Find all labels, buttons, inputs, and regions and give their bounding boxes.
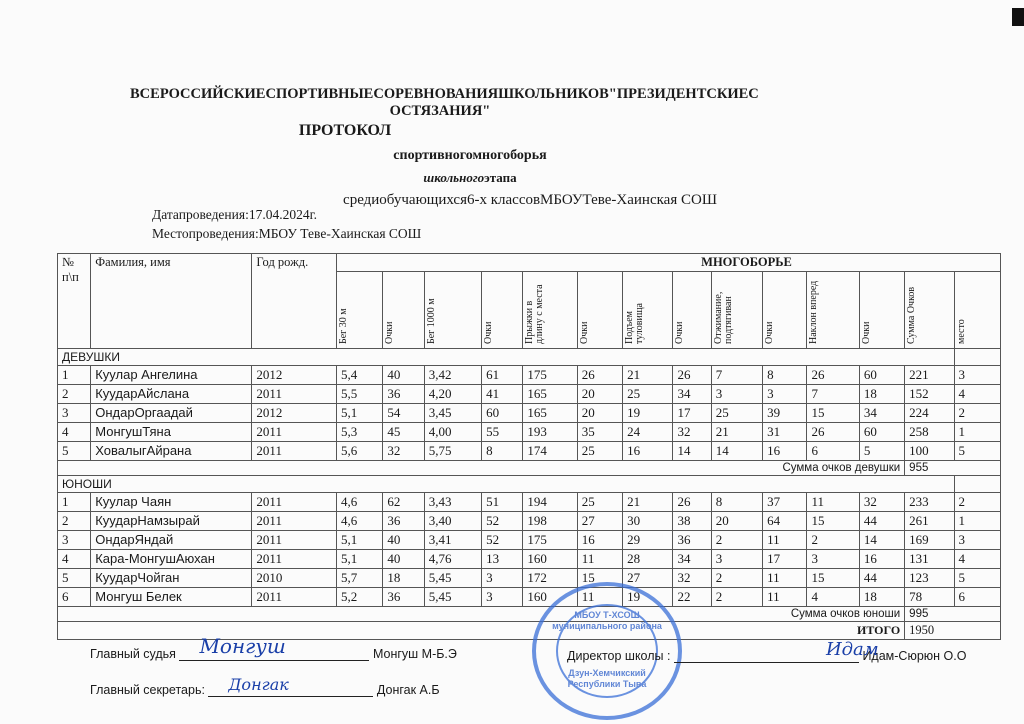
cell-value: 1 bbox=[954, 512, 1000, 531]
cell-value: 28 bbox=[623, 550, 673, 569]
cell-value: 27 bbox=[623, 569, 673, 588]
cell-value: 27 bbox=[577, 512, 622, 531]
cell-value: 17 bbox=[673, 404, 711, 423]
cell-value: 6 bbox=[807, 442, 859, 461]
cell-value: 25 bbox=[623, 385, 673, 404]
cell-value: 25 bbox=[711, 404, 762, 423]
cell-value: 54 bbox=[383, 404, 424, 423]
cell-value: 11 bbox=[577, 588, 622, 607]
cell-value: 60 bbox=[859, 366, 904, 385]
cell-value: 62 bbox=[383, 493, 424, 512]
cell-value: 64 bbox=[763, 512, 807, 531]
cell-value: 34 bbox=[673, 385, 711, 404]
cell-value: 233 bbox=[905, 493, 954, 512]
cell-value: 21 bbox=[623, 366, 673, 385]
table-row bbox=[58, 404, 1001, 423]
cell-value: 175 bbox=[523, 366, 577, 385]
boys-sum-row-value: 995 bbox=[905, 607, 1001, 622]
boys-sum-row bbox=[58, 607, 1001, 622]
cell-value: 5,1 bbox=[337, 404, 383, 423]
header-name: Фамилия, имя bbox=[91, 254, 252, 349]
cell-number: 1 bbox=[58, 366, 91, 385]
cell-number: 3 bbox=[58, 404, 91, 423]
secretary-signature: Донгак bbox=[228, 675, 289, 694]
judge-line bbox=[90, 634, 457, 661]
cell-value: 3 bbox=[482, 588, 523, 607]
girls-sum-row bbox=[58, 461, 1001, 476]
cell-value: 8 bbox=[482, 442, 523, 461]
cell-value: 4,76 bbox=[424, 550, 481, 569]
cell-value: 5,2 bbox=[337, 588, 383, 607]
cell-value: 24 bbox=[623, 423, 673, 442]
table-row bbox=[58, 550, 1001, 569]
grand-total-row-value: 1950 bbox=[905, 622, 1001, 640]
cell-name: ОндарЯндай bbox=[91, 531, 252, 550]
cell-value: 34 bbox=[859, 404, 904, 423]
cell-value: 36 bbox=[383, 385, 424, 404]
section-boys bbox=[58, 476, 1001, 493]
cell-value: 16 bbox=[763, 442, 807, 461]
cell-value: 3 bbox=[954, 366, 1000, 385]
cell-value: 3 bbox=[711, 550, 762, 569]
cell-value: 14 bbox=[711, 442, 762, 461]
girls-sum-row-value: 955 bbox=[905, 461, 1001, 476]
table-row bbox=[58, 569, 1001, 588]
competition-title-line-2: ОСТЯЗАНИЯ" bbox=[389, 103, 491, 119]
cell-value: 60 bbox=[859, 423, 904, 442]
header-sub-column bbox=[905, 272, 954, 349]
cell-value: 31 bbox=[763, 423, 807, 442]
cell-name: КуударЧойган bbox=[91, 569, 252, 588]
director-signature-line bbox=[674, 639, 879, 663]
table-row bbox=[58, 588, 1001, 607]
section-boys-blank bbox=[954, 476, 1000, 493]
cell-value: 2 bbox=[954, 493, 1000, 512]
secretary-signature-line bbox=[208, 675, 373, 697]
cell-value: 39 bbox=[763, 404, 807, 423]
cell-value: 175 bbox=[523, 531, 577, 550]
competition-title-line-1: ВСЕРОССИЙСКИЕСПОРТИВНЫЕСОРЕВНОВАНИЯШКОЛЬНИКОВ"ПРЕЗИДЕНТСКИЕС bbox=[130, 86, 759, 102]
cell-value: 25 bbox=[577, 493, 622, 512]
cell-value: 6 bbox=[954, 588, 1000, 607]
results-table bbox=[57, 253, 1001, 640]
cell-value: 32 bbox=[383, 442, 424, 461]
cell-value: 18 bbox=[859, 385, 904, 404]
cell-value: 2 bbox=[711, 588, 762, 607]
cell-value: 198 bbox=[523, 512, 577, 531]
cell-value: 8 bbox=[711, 493, 762, 512]
cell-number: 2 bbox=[58, 512, 91, 531]
cell-value: 30 bbox=[623, 512, 673, 531]
cell-name: Монгуш Белек bbox=[91, 588, 252, 607]
header-sub-column bbox=[383, 272, 424, 349]
cell-number: 6 bbox=[58, 588, 91, 607]
cell-value: 160 bbox=[523, 588, 577, 607]
cell-value: 4,00 bbox=[424, 423, 481, 442]
cell-value: 25 bbox=[577, 442, 622, 461]
secretary-name: Донгак А.Б bbox=[376, 683, 440, 697]
cell-value: 2 bbox=[807, 531, 859, 550]
cell-value: 193 bbox=[523, 423, 577, 442]
header-year: Год рожд. bbox=[252, 254, 337, 349]
cell-value: 169 bbox=[905, 531, 954, 550]
cell-value: 40 bbox=[383, 531, 424, 550]
cell-value: 8 bbox=[763, 366, 807, 385]
cell-value: 51 bbox=[482, 493, 523, 512]
cell-year: 2012 bbox=[252, 366, 337, 385]
header-sub-label: место bbox=[955, 319, 967, 344]
cell-name: Куулар Чаян bbox=[91, 493, 252, 512]
cell-value: 5,1 bbox=[337, 531, 383, 550]
header-sub-label: Отжимание, подтягиван bbox=[712, 291, 734, 344]
cell-value: 11 bbox=[763, 531, 807, 550]
cell-value: 2 bbox=[711, 531, 762, 550]
section-girls bbox=[58, 349, 1001, 366]
stamp-text: Республики Тыва bbox=[567, 679, 647, 689]
header-group: МНОГОБОРЬЕ bbox=[337, 254, 1001, 272]
cell-value: 7 bbox=[711, 366, 762, 385]
cell-value: 160 bbox=[523, 550, 577, 569]
cell-name: ХовалыгАйрана bbox=[91, 442, 252, 461]
cell-value: 41 bbox=[482, 385, 523, 404]
cell-value: 4 bbox=[954, 385, 1000, 404]
cell-year: 2011 bbox=[252, 512, 337, 531]
cell-value: 172 bbox=[523, 569, 577, 588]
cell-value: 13 bbox=[482, 550, 523, 569]
header-sub-label: Очки bbox=[764, 321, 776, 344]
director-label: Директор школы : bbox=[567, 649, 671, 663]
cell-value: 15 bbox=[807, 404, 859, 423]
header-sub-label: Подъем туловища bbox=[624, 302, 646, 344]
cell-name: КуударНамзырай bbox=[91, 512, 252, 531]
cell-value: 45 bbox=[383, 423, 424, 442]
cell-value: 26 bbox=[577, 366, 622, 385]
cell-value: 131 bbox=[905, 550, 954, 569]
cell-name: ОндарОргаадай bbox=[91, 404, 252, 423]
cell-value: 2 bbox=[711, 569, 762, 588]
cell-value: 5,4 bbox=[337, 366, 383, 385]
cell-value: 3,41 bbox=[424, 531, 481, 550]
judge-label: Главный судья bbox=[90, 647, 176, 661]
cell-value: 3 bbox=[954, 531, 1000, 550]
table-row bbox=[58, 493, 1001, 512]
cell-value: 5,6 bbox=[337, 442, 383, 461]
stage-italic: школьного bbox=[423, 170, 485, 185]
cell-value: 3,43 bbox=[424, 493, 481, 512]
cell-value: 1 bbox=[954, 423, 1000, 442]
cell-value: 40 bbox=[383, 550, 424, 569]
director-signature: Идам bbox=[825, 639, 879, 660]
cell-value: 21 bbox=[623, 493, 673, 512]
cell-value: 165 bbox=[523, 404, 577, 423]
cell-value: 36 bbox=[673, 531, 711, 550]
cell-value: 174 bbox=[523, 442, 577, 461]
girls-sum-row-label: Сумма очков девушки bbox=[58, 461, 905, 476]
cell-value: 14 bbox=[859, 531, 904, 550]
cell-value: 5,5 bbox=[337, 385, 383, 404]
header-sub-column bbox=[523, 272, 577, 349]
header-sub-column bbox=[763, 272, 807, 349]
cell-year: 2011 bbox=[252, 550, 337, 569]
section-girls-label: ДЕВУШКИ bbox=[58, 349, 955, 366]
header-sub-label: Наклон вперед bbox=[808, 280, 820, 344]
cell-year: 2010 bbox=[252, 569, 337, 588]
stamp-text: МБОУ Т-ХСОШ bbox=[574, 610, 640, 620]
cell-value: 3,42 bbox=[424, 366, 481, 385]
cell-value: 5,7 bbox=[337, 569, 383, 588]
judge-signature: Монгуш bbox=[199, 634, 286, 658]
header-sub-label: Очки bbox=[578, 321, 590, 344]
cell-year: 2012 bbox=[252, 404, 337, 423]
cell-year: 2011 bbox=[252, 385, 337, 404]
cell-value: 4,6 bbox=[337, 493, 383, 512]
cell-value: 44 bbox=[859, 512, 904, 531]
header-number: № п\п bbox=[58, 254, 91, 349]
cell-value: 36 bbox=[383, 588, 424, 607]
cell-value: 165 bbox=[523, 385, 577, 404]
cell-value: 60 bbox=[482, 404, 523, 423]
cell-value: 11 bbox=[577, 550, 622, 569]
header-sub-column bbox=[859, 272, 904, 349]
cell-value: 18 bbox=[383, 569, 424, 588]
sport-subtitle: спортивногомногоборья bbox=[393, 148, 547, 163]
table-row bbox=[58, 423, 1001, 442]
cell-value: 14 bbox=[673, 442, 711, 461]
cell-name: Куулар Ангелина bbox=[91, 366, 252, 385]
header-sub-column bbox=[482, 272, 523, 349]
cell-value: 29 bbox=[623, 531, 673, 550]
cell-value: 78 bbox=[905, 588, 954, 607]
judge-signature-line bbox=[179, 634, 369, 661]
header-sub-label: Очки bbox=[860, 321, 872, 344]
cell-number: 3 bbox=[58, 531, 91, 550]
cell-value: 5,3 bbox=[337, 423, 383, 442]
cell-value: 26 bbox=[673, 493, 711, 512]
cell-value: 61 bbox=[482, 366, 523, 385]
section-boys-label: ЮНОШИ bbox=[58, 476, 955, 493]
director-name: Идам-Сюрюн О.О bbox=[862, 649, 967, 663]
cell-value: 11 bbox=[807, 493, 859, 512]
cell-value: 221 bbox=[905, 366, 954, 385]
cell-value: 261 bbox=[905, 512, 954, 531]
header-sub-column bbox=[954, 272, 1000, 349]
cell-value: 224 bbox=[905, 404, 954, 423]
cell-year: 2011 bbox=[252, 531, 337, 550]
cell-year: 2011 bbox=[252, 442, 337, 461]
cell-name: МонгушТяна bbox=[91, 423, 252, 442]
document-header bbox=[130, 86, 759, 209]
cell-value: 20 bbox=[711, 512, 762, 531]
secretary-line bbox=[90, 675, 440, 697]
judge-name: Монгуш М-Б.Э bbox=[372, 647, 457, 661]
cell-year: 2011 bbox=[252, 588, 337, 607]
cell-value: 3 bbox=[807, 550, 859, 569]
cell-value: 52 bbox=[482, 512, 523, 531]
cell-value: 5,75 bbox=[424, 442, 481, 461]
boys-sum-row-label: Сумма очков юноши bbox=[58, 607, 905, 622]
header-sub-column bbox=[337, 272, 383, 349]
cell-value: 15 bbox=[577, 569, 622, 588]
event-place: Местопроведения:МБОУ Теве-Хаинская СОШ bbox=[152, 226, 422, 241]
cell-value: 21 bbox=[711, 423, 762, 442]
cell-number: 4 bbox=[58, 550, 91, 569]
table-row bbox=[58, 385, 1001, 404]
cell-value: 2 bbox=[954, 404, 1000, 423]
grand-total-row-label: ИТОГО bbox=[58, 622, 905, 640]
cell-value: 16 bbox=[623, 442, 673, 461]
cell-value: 3 bbox=[711, 385, 762, 404]
scan-edge-mark bbox=[1012, 8, 1024, 26]
participants-line: средиобучающихся6-х классовМБОУТеве-Хаинская СОШ bbox=[343, 192, 717, 208]
cell-value: 22 bbox=[673, 588, 711, 607]
cell-value: 7 bbox=[807, 385, 859, 404]
cell-value: 55 bbox=[482, 423, 523, 442]
header-sub-label: Прыжки в длину с места bbox=[524, 284, 546, 344]
cell-value: 16 bbox=[577, 531, 622, 550]
cell-name: КуударАйслана bbox=[91, 385, 252, 404]
cell-value: 15 bbox=[807, 512, 859, 531]
cell-number: 2 bbox=[58, 385, 91, 404]
cell-value: 258 bbox=[905, 423, 954, 442]
cell-value: 36 bbox=[383, 512, 424, 531]
cell-value: 32 bbox=[673, 423, 711, 442]
secretary-label: Главный секретарь: bbox=[90, 683, 205, 697]
cell-value: 5,45 bbox=[424, 588, 481, 607]
cell-number: 5 bbox=[58, 569, 91, 588]
cell-value: 37 bbox=[763, 493, 807, 512]
cell-value: 5 bbox=[954, 569, 1000, 588]
header-sub-label: Очки bbox=[674, 321, 686, 344]
header-sub-column bbox=[424, 272, 481, 349]
header-sub-label: Очки bbox=[384, 321, 396, 344]
cell-value: 5 bbox=[859, 442, 904, 461]
cell-value: 15 bbox=[807, 569, 859, 588]
cell-value: 100 bbox=[905, 442, 954, 461]
table-row bbox=[58, 366, 1001, 385]
cell-value: 11 bbox=[763, 569, 807, 588]
table-row bbox=[58, 531, 1001, 550]
cell-value: 17 bbox=[763, 550, 807, 569]
header-sub-column bbox=[807, 272, 859, 349]
director-line bbox=[567, 639, 967, 663]
cell-value: 26 bbox=[807, 366, 859, 385]
cell-value: 26 bbox=[807, 423, 859, 442]
cell-value: 11 bbox=[763, 588, 807, 607]
cell-value: 19 bbox=[623, 404, 673, 423]
cell-value: 194 bbox=[523, 493, 577, 512]
cell-name: Кара-МонгушАюхан bbox=[91, 550, 252, 569]
cell-value: 4,20 bbox=[424, 385, 481, 404]
event-date: Датапроведения:17.04.2024г. bbox=[152, 207, 317, 222]
table-row bbox=[58, 512, 1001, 531]
cell-value: 5,1 bbox=[337, 550, 383, 569]
cell-number: 5 bbox=[58, 442, 91, 461]
cell-value: 4,6 bbox=[337, 512, 383, 531]
cell-number: 1 bbox=[58, 493, 91, 512]
cell-number: 4 bbox=[58, 423, 91, 442]
cell-value: 26 bbox=[673, 366, 711, 385]
cell-value: 20 bbox=[577, 404, 622, 423]
stamp-text: Дзун-Хемчикский bbox=[568, 668, 646, 678]
cell-value: 38 bbox=[673, 512, 711, 531]
competition-title bbox=[130, 86, 759, 120]
cell-value: 35 bbox=[577, 423, 622, 442]
stamp-text: муниципального района bbox=[552, 621, 662, 631]
cell-value: 44 bbox=[859, 569, 904, 588]
header-sub-label: Бег 30 м bbox=[338, 308, 350, 344]
cell-value: 34 bbox=[673, 550, 711, 569]
cell-value: 5 bbox=[954, 442, 1000, 461]
header-sub-label: Очки bbox=[483, 321, 495, 344]
cell-value: 3 bbox=[763, 385, 807, 404]
section-girls-blank bbox=[954, 349, 1000, 366]
cell-value: 18 bbox=[859, 588, 904, 607]
stage-word: этапа bbox=[484, 170, 517, 185]
protocol-title: ПРОТОКОЛ bbox=[298, 122, 392, 139]
cell-value: 16 bbox=[859, 550, 904, 569]
header-sub-label: Сумма Очков bbox=[906, 286, 918, 344]
cell-value: 123 bbox=[905, 569, 954, 588]
cell-value: 5,45 bbox=[424, 569, 481, 588]
header-sub-column bbox=[577, 272, 622, 349]
header-sub-column bbox=[711, 272, 762, 349]
cell-value: 20 bbox=[577, 385, 622, 404]
cell-year: 2011 bbox=[252, 493, 337, 512]
cell-value: 4 bbox=[954, 550, 1000, 569]
cell-value: 3 bbox=[482, 569, 523, 588]
cell-value: 19 bbox=[623, 588, 673, 607]
cell-value: 32 bbox=[859, 493, 904, 512]
cell-value: 40 bbox=[383, 366, 424, 385]
cell-year: 2011 bbox=[252, 423, 337, 442]
cell-value: 152 bbox=[905, 385, 954, 404]
stage-subtitle bbox=[130, 170, 750, 186]
cell-value: 32 bbox=[673, 569, 711, 588]
cell-value: 52 bbox=[482, 531, 523, 550]
table-row bbox=[58, 442, 1001, 461]
header-sub-column bbox=[673, 272, 711, 349]
header-sub-label: Бег 1000 м bbox=[425, 298, 437, 344]
header-sub-column bbox=[623, 272, 673, 349]
cell-value: 3,45 bbox=[424, 404, 481, 423]
cell-value: 3,40 bbox=[424, 512, 481, 531]
cell-value: 4 bbox=[807, 588, 859, 607]
